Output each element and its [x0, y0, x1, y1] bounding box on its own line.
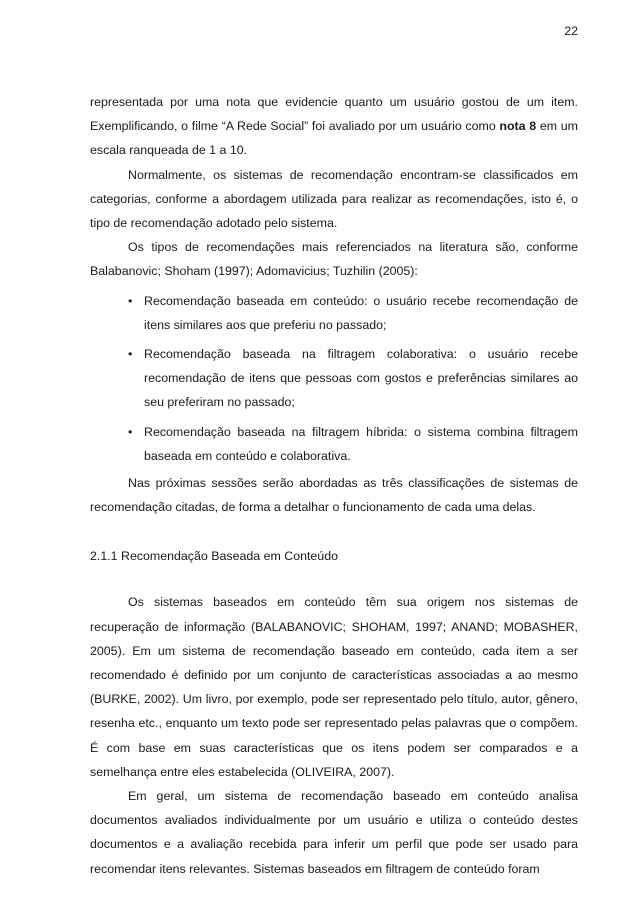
paragraph-content-based-origin: Os sistemas baseados em conteúdo têm sua origem nos sistemas de recuperação de informação (BALABANOVIC; SHOHAM, 1997; ANAND; MOBASHER, 2005). Em um sistema de recomendação baseado em conteúdo, cada item a ser recomendado é definido por um conjunto de características associadas a ao mesmo (BURKE, 2002). Um livro, por exemplo, pode ser representado pelo título, autor, gênero, resenha etc., enquanto um texto pode ser representado pelas palavras que o compõem. É com base em suas características que os itens podem ser comparados e a semelhança entre eles estabelecida (OLIVEIRA, 2007). — [90, 595, 578, 779]
list-item-text: Recomendação baseada na filtragem híbrida: o sistema combina filtragem baseada em conteúdo e colaborativa. — [144, 424, 578, 463]
bold-rating: nota 8 — [499, 119, 537, 134]
bullet-icon: • — [128, 293, 133, 308]
list-item-text: Recomendação baseada na filtragem colaborativa: o usuário recebe recomendação de itens que pessoas com gostos e preferências similares ao seu preferiram no passado; — [144, 347, 578, 410]
list-item — [90, 289, 578, 337]
list-item — [90, 420, 578, 468]
paragraph-categories: Normalmente, os sistemas de recomendação encontram-se classificados em categorias, conforme a abordagem utilizada para realizar as recomendações, isto é, o tipo de recomendação adotado pelo sistema. — [90, 167, 578, 231]
recommendation-types-list — [90, 289, 578, 468]
bullet-icon: • — [128, 347, 133, 362]
paragraph-text: representada por uma nota que evidencie quanto um usuário gostou de um item. Exemplificando, o filme “A Rede Social” foi avaliado por um usuário como — [90, 95, 578, 134]
paragraph-continued — [90, 90, 578, 163]
page-number: 22 — [564, 24, 578, 38]
paragraph-text: em um escala ranqueada de 1 a 10. — [90, 119, 578, 158]
section-heading: 2.1.1 Recomendação Baseada em Conteúdo — [90, 549, 338, 564]
list-item — [90, 342, 578, 415]
list-item-text: Recomendação baseada em conteúdo: o usuário recebe recomendação de itens similares aos que preferiu no passado; — [144, 293, 578, 332]
paragraph-next-sections: Nas próximas sessões serão abordadas as três classificações de sistemas de recomendação citadas, de forma a detalhar o funcionamento de cada uma delas. — [90, 476, 578, 515]
page-body — [90, 90, 578, 881]
paragraph-types-intro: Os tipos de recomendações mais referenciados na literatura são, conforme Balabanovic; Shoham (1997); Adomavicius; Tuzhilin (2005): — [90, 240, 578, 279]
paragraph-content-based-analysis: Em geral, um sistema de recomendação baseado em conteúdo analisa documentos avaliados individualmente por um usuário e utiliza o conteúdo destes documentos e a avaliação recebida para inferir um perfil que pode ser usado para recomendar itens relevantes. Sistemas baseados em filtragem de conteúdo foram — [90, 789, 578, 876]
bullet-icon: • — [128, 424, 133, 439]
